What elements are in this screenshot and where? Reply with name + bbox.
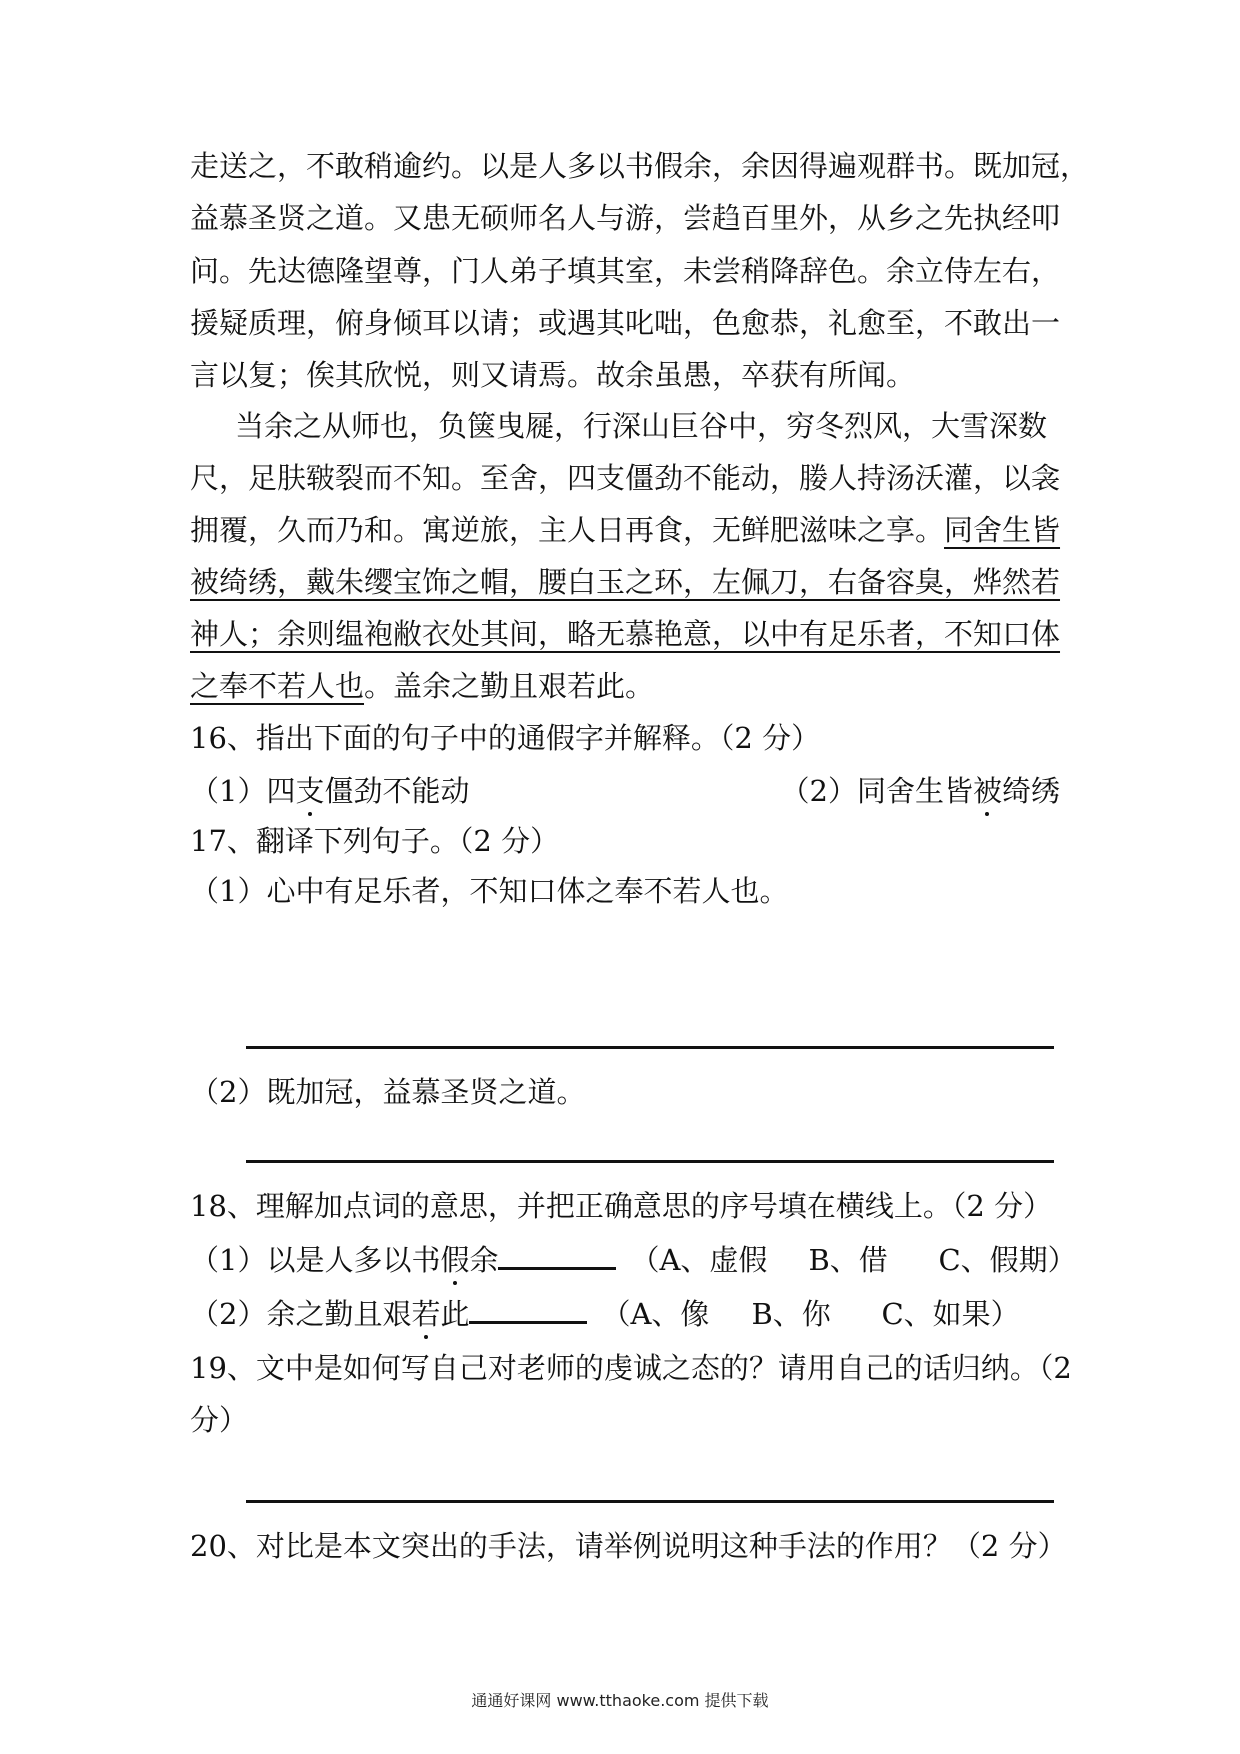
q18-item1-pre: （1）以是人多以书 [190,1243,441,1277]
passage-line-11 [190,666,1060,706]
question-17-item-1: （1）心中有足乐者，不知口体之奉不若人也。 [190,874,789,908]
q18-item2-option-a: （A、像 [601,1297,710,1331]
passage-line-11-rest: 。盖余之勤且艰若此。 [364,669,655,703]
question-18-title: 18、理解加点词的意思，并把正确意思的序号填在横线上。（2 分） [190,1189,1053,1223]
question-19-title-line-2: 分） [190,1403,249,1437]
passage-line-10: 神人；余则缊袍敝衣处其间，略无慕艳意，以中有足乐者，不知口体 [190,617,1061,651]
q18-item1-option-c: C、假期） [938,1243,1077,1277]
q18-item2-option-c: C、如果） [881,1297,1020,1331]
question-18-item-1 [190,1240,1077,1280]
q18-item2-option-b: B、你 [751,1297,831,1331]
passage-line-5: 言以复；俟其欣悦，则又请焉。故余虽愚，卒获有所闻。 [190,358,916,392]
q16-item2-pre: （2）同舍生皆 [780,774,973,808]
q16-item2-post: 绮绣 [1001,774,1060,808]
question-17-item-2: （2）既加冠，益慕圣贤之道。 [190,1075,586,1109]
q16-item1-dotted: 支 [295,774,325,808]
q16-item1 [190,774,469,808]
answer-line-17-1[interactable] [246,1046,1054,1049]
answer-line-17-2[interactable] [246,1160,1054,1163]
q18-item1-dotted: 假 [440,1243,470,1277]
question-18-item-2 [190,1294,1060,1334]
q16-item2 [781,771,1060,811]
q18-item1-blank[interactable] [498,1241,616,1270]
passage-line-2: 益慕圣贤之道。又患无硕师名人与游，尝趋百里外，从乡之先执经叩 [190,201,1061,235]
page-footer: 通通好课网 www.tthaoke.com 提供下载 [471,1691,769,1710]
question-19-title-line-1: 19、文中是如何写自己对老师的虔诚之态的？请用自己的话归纳。（2 [190,1351,1072,1385]
q18-item1-post: 余 [469,1243,499,1277]
question-16-title: 16、指出下面的句子中的通假字并解释。（2 分） [190,721,821,755]
q18-item2-post: 此 [440,1297,470,1331]
passage-line-1: 走送之，不敢稍逾约。以是人多以书假余，余因得遍观群书。既加冠， [190,149,1090,183]
passage-line-8-text: 拥覆，久而乃和。寓逆旅，主人日再食，无鲜肥滋味之享。 [190,513,945,547]
q18-item1-option-a: （A、虚假 [630,1243,768,1277]
passage-line-3: 问。先达德隆望尊，门人弟子填其室，未尝稍降辞色。余立侍左右， [190,254,1061,288]
q18-item2-dotted: 若 [411,1297,441,1331]
passage-line-4: 援疑质理，俯身倾耳以请；或遇其叱咄，色愈恭，礼愈至，不敢出一 [190,306,1061,340]
q18-item2-blank[interactable] [469,1295,587,1324]
underlined-sentence-start: 同舍生皆 [944,513,1061,547]
q16-item2-dotted: 被 [972,774,1002,808]
passage-line-8 [190,510,1060,550]
q18-item1-option-b: B、借 [808,1243,888,1277]
passage-line-7: 尺，足肤皲裂而不知。至舍，四支僵劲不能动，媵人持汤沃灌，以衾 [190,461,1061,495]
question-17-title: 17、翻译下列句子。（2 分） [190,824,560,858]
passage-line-6: 当余之从师也，负箧曳屣，行深山巨谷中，穷冬烈风，大雪深数 [235,409,1048,443]
question-16-items [190,771,1060,811]
answer-line-19[interactable] [246,1500,1054,1503]
q16-item1-post: 僵劲不能动 [324,774,470,808]
q16-item1-pre: （1）四 [190,774,296,808]
q18-item2-pre: （2）余之勤且艰 [190,1297,412,1331]
question-20-title: 20、对比是本文突出的手法，请举例说明这种手法的作用？（2 分） [190,1529,1067,1563]
passage-line-9: 被绮绣，戴朱缨宝饰之帽，腰白玉之环，左佩刀，右备容臭，烨然若 [190,565,1061,599]
underlined-sentence-end: 之奉不若人也 [190,669,365,703]
